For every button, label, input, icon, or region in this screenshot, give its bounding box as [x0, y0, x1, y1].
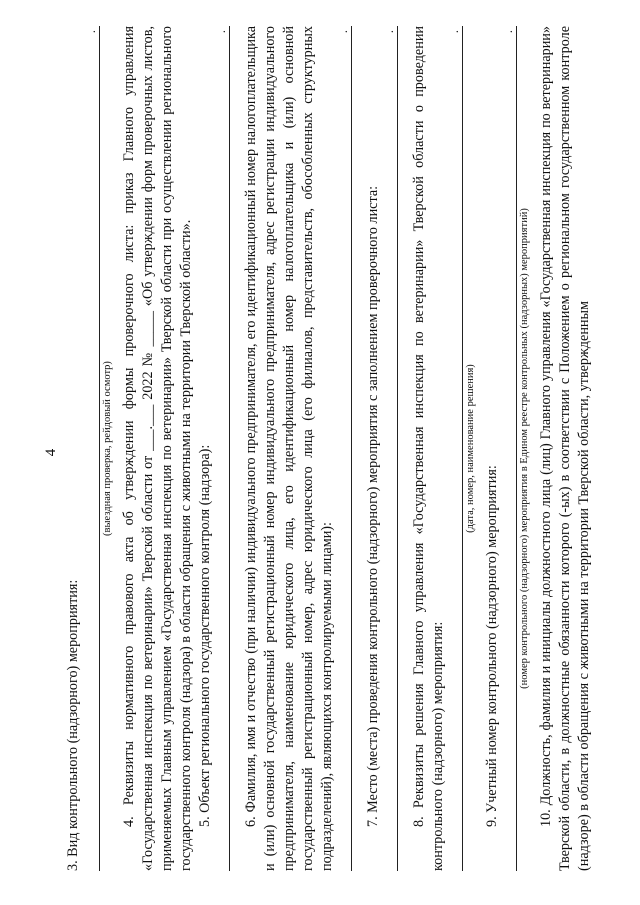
document-body: [64, 26, 594, 871]
item-4-text: 4. Реквизиты нормативного правового акта об утверждении формы проверочного листа: приказ Главного управления «Государственная инспекция по ветеринарии» Тверской области от ___.___ 2022 № _____ «Об утверждении форм проверочных листов, применяемых Главным управлением «Государственная инспекция по ветеринарии» Тверской области при осуществлении регионального государственного контроля (надзора) в области обращения с животными на территории Тверской области».: [121, 26, 194, 871]
item-9-end-mark: .: [500, 30, 515, 34]
item-9-label: 9. Учетный номер контрольного (надзорного) мероприятия:: [484, 465, 500, 827]
page-number: 4: [43, 448, 59, 457]
item-5: [196, 26, 230, 871]
item-9: [483, 26, 531, 871]
item-8: [410, 26, 477, 871]
item-5-end-mark: .: [213, 30, 228, 34]
item-5-fill-line[interactable]: [215, 26, 230, 871]
item-6-end-mark: .: [335, 30, 350, 34]
item-7-label: 7. Место (места) проведения контрольного (надзорного) мероприятия с заполнением проверочного листа:: [365, 185, 381, 827]
item-3-caption: (выездная проверка, рейдовый осмотр): [102, 361, 113, 536]
item-8-end-mark: .: [446, 30, 461, 34]
item-5-label: 5. Объект регионального государственного контроля (надзора):: [197, 444, 213, 827]
item-7-end-mark: .: [381, 30, 396, 34]
item-3-fill-line[interactable]: [85, 26, 100, 871]
item-6: [242, 26, 352, 871]
item-8-fill-line[interactable]: [448, 26, 463, 871]
item-8-caption: (дата, номер, наименование решения): [465, 364, 476, 533]
item-9-caption: (номер контрольного (надзорного) мероприятия в Едином реестре контрольных (надзорных) мероприятий): [519, 208, 530, 689]
item-3-label: 3. Вид контрольного (надзорного) мероприятия:: [65, 579, 81, 871]
item-8-text: 8. Реквизиты решения Главного управления «Государственная инспекция по ветеринарии» Тверской области о проведении контрольного (надзорного) мероприятия:: [411, 26, 446, 871]
item-6-fill-line[interactable]: [337, 26, 352, 871]
item-10-text: 10. Должность, фамилия и инициалы должностного лица (лиц) Главного управления «Государственная инспекция по ветеринарии» Тверской области, в должностные обязанности которого (-ых) в соответствии с Положением о региональном государственном контроле (надзоре) в области обращения с животными на территории Тверской области, утвержденным: [538, 26, 592, 871]
item-7-fill-line[interactable]: [383, 26, 398, 871]
item-7: [364, 26, 398, 871]
item-3-end-mark: .: [83, 30, 98, 34]
item-3: [64, 26, 114, 871]
item-6-text: 6. Фамилия, имя и отчество (при наличии) индивидуального предпринимателя, его идентификационный номер налогоплательщика и (или) основной государственный регистрационный номер индивидуального предпринимателя, адрес регистрации индивидуального предпринимателя, наименование юридического лица, его идентификационный номер налогоплательщика и (или) основной государственный регистрационный номер, адрес юридического лица (его филиалов, представительств, обособленных структурных подразделений), являющихся контролируемыми лицами):: [243, 26, 335, 871]
item-9-fill-line[interactable]: [502, 26, 517, 871]
